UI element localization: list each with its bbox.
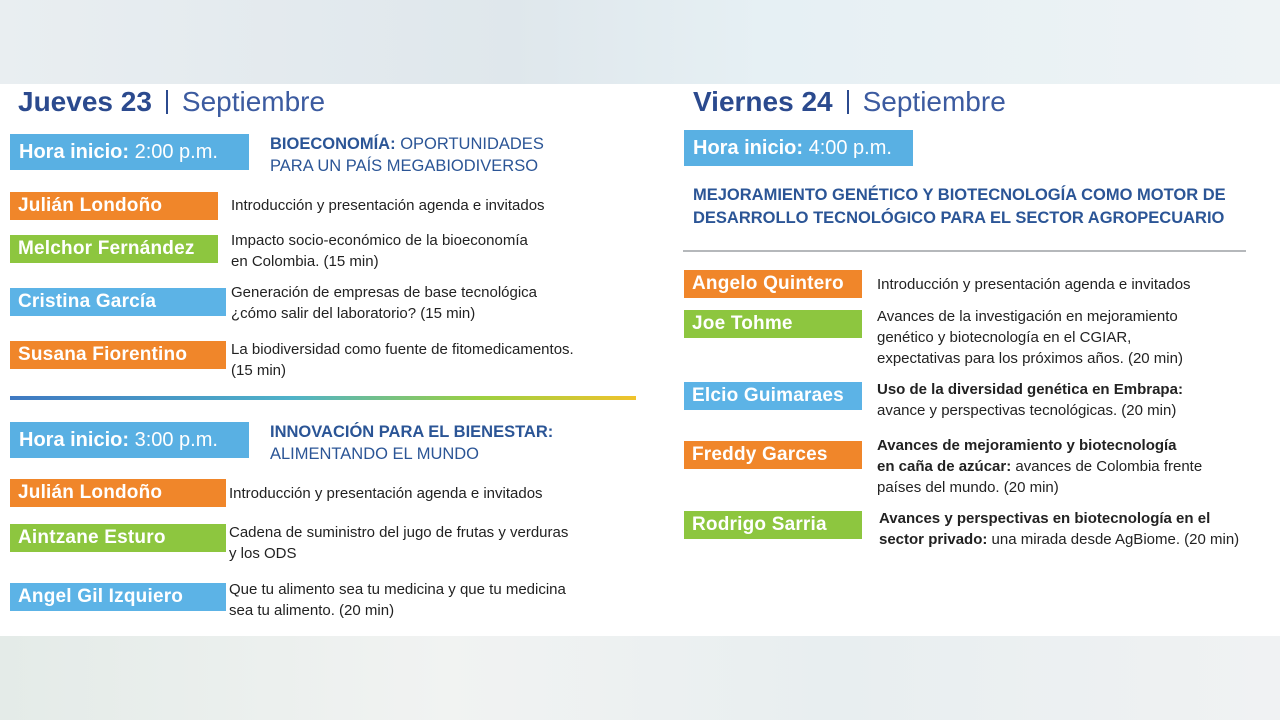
start-time-badge <box>10 134 249 170</box>
talk-line: en Colombia. (15 min) <box>231 253 379 270</box>
start-time-label: Hora inicio: <box>19 429 130 451</box>
start-time-value: 4:00 p.m. <box>808 137 892 159</box>
day-heading-friday <box>693 86 1006 118</box>
talk-bold-text: sector privado: <box>879 531 988 548</box>
day-heading-thursday <box>18 86 325 118</box>
speaker-badge: Angelo Quintero <box>684 270 862 298</box>
talk-line: sea tu alimento. (20 min) <box>229 602 395 619</box>
talk-line: países del mundo. (20 min) <box>877 479 1059 496</box>
talk-line: La biodiversidad como fuente de fitomedicamentos. <box>231 341 574 358</box>
speaker-badge: Elcio Guimaraes <box>684 382 862 410</box>
day-separator <box>166 90 168 114</box>
top-background-band <box>0 0 1280 84</box>
talk-bold-text: Avances y perspectivas en biotecnología en el <box>879 510 1211 527</box>
talk-line: Avances de la investigación en mejoramiento <box>877 308 1178 325</box>
talk-line: Introducción y presentación agenda e invitados <box>229 485 543 502</box>
section-divider <box>683 250 1246 252</box>
speaker-badge: Julián Londoño <box>10 479 226 507</box>
talk-line: ¿cómo salir del laboratorio? (15 min) <box>231 305 476 322</box>
talk-description <box>231 282 537 324</box>
talk-description <box>877 435 1202 498</box>
speaker-badge: Julián Londoño <box>10 192 218 220</box>
speaker-badge: Joe Tohme <box>684 310 862 338</box>
speaker-badge: Susana Fiorentino <box>10 341 226 369</box>
talk-bold-text: en caña de azúcar: <box>877 458 1012 475</box>
talk-line: (15 min) <box>231 362 287 379</box>
talk-description <box>231 339 574 381</box>
start-time-badge <box>10 422 249 458</box>
talk-line: avances de Colombia frente <box>1011 458 1203 475</box>
talk-description <box>229 522 568 564</box>
month-label: Septiembre <box>862 86 1006 117</box>
talk-line: Cadena de suministro del jugo de frutas y verduras <box>229 524 569 541</box>
speaker-badge: Rodrigo Sarria <box>684 511 862 539</box>
session-title-rest: OPORTUNIDADES <box>400 135 544 153</box>
day-label: Jueves 23 <box>18 86 152 117</box>
talk-description <box>231 230 528 272</box>
bottom-background-band <box>0 636 1280 720</box>
session-title-bold: INNOVACIÓN PARA EL BIENESTAR: <box>270 423 554 441</box>
start-time-value: 2:00 p.m. <box>134 141 218 163</box>
session-title <box>270 133 544 177</box>
speaker-badge: Angel Gil Izquiero <box>10 583 226 611</box>
speaker-badge: Cristina García <box>10 288 226 316</box>
talk-line: Generación de empresas de base tecnológica <box>231 284 538 301</box>
start-time-badge <box>684 130 913 166</box>
session-title-bold: BIOECONOMÍA: <box>270 135 396 153</box>
talk-description <box>877 306 1183 369</box>
talk-description <box>229 483 543 504</box>
section-divider <box>10 396 636 400</box>
talk-line: Introducción y presentación agenda e invitados <box>877 276 1191 293</box>
session-title <box>270 421 553 465</box>
talk-line: avance y perspectivas tecnológicas. (20 min) <box>877 402 1177 419</box>
month-label: Septiembre <box>181 86 326 117</box>
talk-description <box>229 579 566 621</box>
start-time-label: Hora inicio: <box>693 137 804 159</box>
speaker-badge: Aintzane Esturo <box>10 524 226 552</box>
talk-bold-text: Uso de la diversidad genética en Embrapa: <box>877 381 1183 398</box>
speaker-badge: Freddy Garces <box>684 441 862 469</box>
talk-line: Que tu alimento sea tu medicina y que tu medicina <box>229 581 566 598</box>
day-separator <box>847 90 849 114</box>
talk-line: Impacto socio-económico de la bioeconomía <box>231 232 528 249</box>
talk-bold-text: Avances de mejoramiento y biotecnología <box>877 437 1177 454</box>
talk-line: y los ODS <box>229 545 297 562</box>
start-time-value: 3:00 p.m. <box>134 429 218 451</box>
day-label: Viernes 24 <box>693 86 833 117</box>
talk-description <box>877 379 1183 421</box>
session-title-line-2: DESARROLLO TECNOLÓGICO PARA EL SECTOR AGROPECUARIO <box>693 209 1225 227</box>
talk-description <box>877 274 1191 295</box>
talk-line: Introducción y presentación agenda e invitados <box>231 197 545 214</box>
session-title-line-2: ALIMENTANDO EL MUNDO <box>270 445 480 463</box>
talk-description <box>231 195 545 216</box>
start-time-label: Hora inicio: <box>19 141 130 163</box>
talk-line: genético y biotecnología en el CGIAR, <box>877 329 1132 346</box>
session-title-line-1: MEJORAMIENTO GENÉTICO Y BIOTECNOLOGÍA COMO MOTOR DE <box>693 186 1226 204</box>
talk-line: expectativas para los próximos años. (20 min) <box>877 350 1183 367</box>
speaker-badge: Melchor Fernández <box>10 235 218 263</box>
session-title <box>693 184 1226 230</box>
talk-description <box>879 508 1239 550</box>
talk-line: una mirada desde AgBiome. (20 min) <box>987 531 1240 548</box>
session-title-line-2: PARA UN PAÍS MEGABIODIVERSO <box>270 157 539 175</box>
